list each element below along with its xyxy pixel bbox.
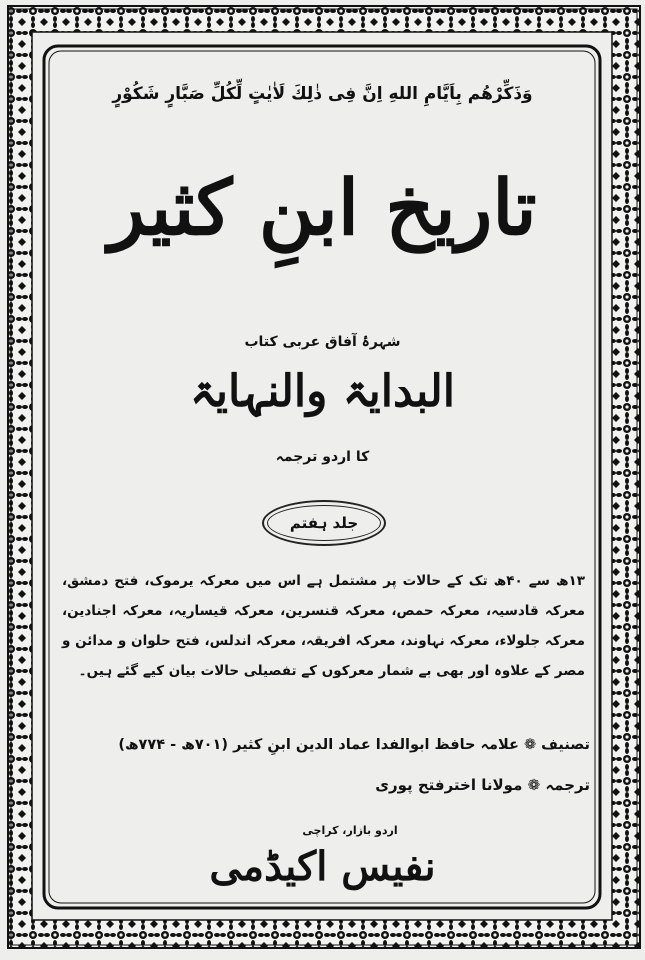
author-line: تصنیف ❁ علامہ حافظ ابوالفدا عماد الدین ابنِ کثیر (۷۰۱ھ - ۷۷۴ھ) [118,737,590,753]
translator-line: ترجمہ ❁ مولانا اخترفتح پوری [375,776,590,794]
quranic-verse: وَذَكِّرْهُم بِاَيَّامِ اللهِ اِنَّ فِى ذٰلِكَ لَاٰيٰتٍ لِّكُلِّ صَبَّارٍ شَكُوْرٍ [112,84,533,104]
publisher-address: اردو بازار، کراچی [302,824,398,837]
subtitle-top: شہرۂ آفاق عربی کتاب [244,334,401,350]
subtitle-bottom: کا اردو ترجمہ [275,449,370,465]
volume-description: ۱۳ھ سے ۴۰ھ تک کے حالات پر مشتمل ہے اس میں معرکہ یرموک، فتح دمشق، معرکہ قادسیہ، معرکہ حمص، معرکہ قنسرین، معرکہ قیساریہ، معرکہ اجنادین، معرکہ جلولاء، معرکہ نہاوند، معرکہ افریقہ، معرکہ اندلس، فتح حلوان و مدائن و مصر کے علاوہ اور بھی بے شمار معرکوں کے تفصیلی حالات بیان کیے گئے ہیں۔ [62,573,585,679]
volume-label: جلد ہفتم [289,514,359,532]
arabic-book-title: البدایۃ والنہایۃ [190,366,455,417]
publisher-name: نفیس اکیڈمی [209,843,436,890]
volume-badge [262,500,386,546]
book-title-urdu: تاریخ ابنِ کثیر [108,163,537,252]
